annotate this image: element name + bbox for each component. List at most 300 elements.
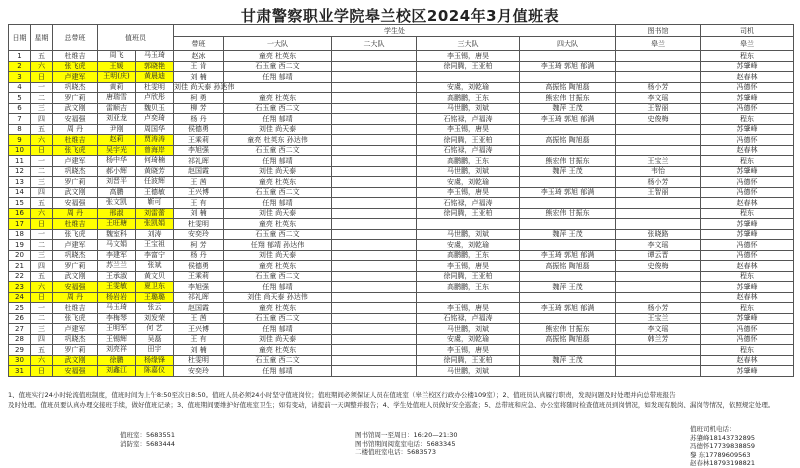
brigade1-cell: 童亮 杜英东 (224, 177, 332, 188)
chief-cell: 卢建军 (53, 72, 98, 83)
brigade4-cell (520, 51, 616, 62)
brigade3-cell: 徐同腾，王亚柏 (417, 135, 520, 146)
library-cell (616, 282, 701, 293)
leader-cell: 安奕玲 (174, 229, 224, 240)
weekday-cell: 四 (31, 187, 53, 198)
weekday-cell: 六 (31, 61, 53, 72)
table-row (9, 114, 794, 125)
header-library-sub: 皋兰 (616, 37, 701, 51)
staff-name-2: 王宝祖 (144, 240, 165, 248)
driver-cell: 苏肇峰 (701, 124, 794, 135)
leader-cell: 侯德勇 (174, 124, 224, 135)
note-line-1: 1、值班实行24小时轮流值班制度，值班时间为上午8:50至次日8:50。值班人员必须24小时坚守值班岗位；值班期间必须保证人员在值班室（皋兰校区行政办公楼109室）；2、值班员认真履行职责，发现问题及时处理并向总带班报告 (8, 391, 676, 399)
brigade3-cell: 高鹏鹏，王东 (417, 156, 520, 167)
leader-cell: 杨 丹 (174, 114, 224, 125)
leader-cell: 王 有 (174, 334, 224, 345)
leader-cell: 李旭强 (174, 145, 224, 156)
weekday-cell: 四 (31, 114, 53, 125)
header-leader: 带班 (174, 37, 224, 51)
table-row (9, 198, 794, 209)
date-cell: 25 (9, 303, 31, 314)
brigade1-cell: 石玉童 西二文 (224, 313, 332, 324)
library-cell: 史俊梅 (616, 114, 701, 125)
brigade4-cell: 李玉琦 郭旭 郁满 (520, 303, 616, 314)
brigade2-cell (332, 124, 417, 135)
driver-cell: 程东 (701, 208, 794, 219)
brigade3-cell: 徐同腾，王亚柏 (417, 208, 520, 219)
staff-name-1: 马玉琦 (98, 303, 136, 313)
staff-name-1: 张文凯 (98, 198, 136, 208)
table-row (9, 51, 794, 62)
duty-phone-label: 二楼值班室电话： (355, 448, 407, 456)
staff-cell-1 (98, 198, 174, 209)
staff-name-2: 郭晓艳 (136, 62, 173, 72)
staff-cell-1 (98, 271, 174, 282)
brigade4-cell: 熊宏伟 甘振东 (520, 208, 616, 219)
library-cell: 王宝兰 (616, 156, 701, 167)
chief-cell: 卢建军 (53, 324, 98, 335)
brigade2-cell (332, 166, 417, 177)
brigade1-cell: 刘佳 尚天泰 孙达伟 (224, 292, 332, 303)
brigade1-cell: 童亮 杜英东 (224, 51, 332, 62)
brigade1-cell: 刘佳 尚天泰 (224, 124, 332, 135)
leader-cell: 赵国霞 (174, 166, 224, 177)
brigade2-cell (332, 271, 417, 282)
brigade2-cell (332, 114, 417, 125)
date-cell: 11 (9, 156, 31, 167)
library-cell: 王宝兰 (616, 313, 701, 324)
brigade1-cell: 刘佳 尚天泰 (224, 250, 332, 261)
chief-cell: 罗广莉 (53, 345, 98, 356)
staff-cell-1 (98, 135, 174, 146)
staff-name-2: 靳可 (147, 198, 162, 206)
weekday-cell: 二 (31, 93, 53, 104)
brigade2-cell (332, 303, 417, 314)
driver-cell: 程东 (701, 345, 794, 356)
brigade3-cell: 马世鹏，刘斌 (417, 324, 520, 335)
brigade2-cell (332, 334, 417, 345)
staff-name-2: 马玉琦 (144, 51, 165, 59)
brigade4-cell: 熊宏伟 甘振东 (520, 324, 616, 335)
staff-name-1: 王锡辉 (98, 335, 136, 345)
brigade1-cell: 石玉童 西二文 (224, 145, 332, 156)
staff-cell-1 (98, 240, 174, 251)
driver-cell: 苏肇峰 (701, 313, 794, 324)
driver-cell: 苏肇峰 (701, 166, 794, 177)
staff-name-1: 尹刚 (98, 125, 136, 135)
chief-cell: 武文刚 (53, 355, 98, 366)
header-library: 图书馆 (616, 25, 701, 37)
leader-cell: 赵国霞 (174, 303, 224, 314)
notes-section (8, 390, 793, 410)
brigade4-cell (520, 198, 616, 209)
driver-phone: 黎 东17789609563 (690, 450, 751, 459)
staff-cell-1 (98, 208, 174, 219)
brigade3-cell: 马世鹏，刘斌 (417, 166, 520, 177)
weekday-cell: 五 (31, 345, 53, 356)
library-cell (616, 124, 701, 135)
staff-name-2: 刘雷蕾 (136, 209, 173, 219)
staff-name-2: 刘发荣 (144, 313, 165, 322)
staff-name-2: 黄晓芳 (144, 166, 165, 175)
staff-cell-1 (98, 124, 174, 135)
weekday-cell: 日 (31, 292, 53, 303)
library-cell: 谭云晋 (616, 250, 701, 261)
brigade1-cell: 任翔 郁靖 (224, 324, 332, 335)
table-header-row-1 (9, 25, 794, 37)
library-cell (616, 271, 701, 282)
driver-cell: 冯德怀 (701, 240, 794, 251)
library-room-number: 5683345 (426, 439, 456, 448)
brigade1-cell: 任翔 郁靖 孙达伟 (224, 240, 332, 251)
weekday-cell: 四 (31, 261, 53, 272)
brigade2-cell (332, 82, 417, 93)
staff-name-1: 吴宇光 (98, 146, 136, 156)
staff-name-2: 张凯娟 (136, 219, 173, 229)
staff-name-2: 卢欣彤 (144, 93, 165, 101)
brigade2-cell (332, 355, 417, 366)
staff-cell-1 (98, 103, 174, 114)
staff-cell-1 (98, 250, 174, 261)
brigade1-cell: 刘佳 尚天泰 (224, 334, 332, 345)
leader-cell: 柯 勇 (174, 93, 224, 104)
header-staff: 值班员 (98, 25, 174, 51)
chief-cell: 卢建军 (53, 156, 98, 167)
leader-cell: 柯 芳 (174, 240, 224, 251)
brigade2-cell (332, 313, 417, 324)
brigade4-cell (520, 292, 616, 303)
brigade2-cell (332, 292, 417, 303)
weekday-cell: 三 (31, 250, 53, 261)
brigade4-cell: 魏萍 王茂 (520, 166, 616, 177)
date-cell: 5 (9, 93, 31, 104)
chief-cell: 安福强 (53, 366, 98, 377)
staff-name-2: 张斌 (147, 261, 162, 269)
brigade4-cell (520, 271, 616, 282)
brigade2-cell (332, 103, 417, 114)
brigade1-cell: 石玉童 西二文 (224, 355, 332, 366)
date-cell: 15 (9, 198, 31, 209)
library-cell: 杨小芳 (616, 303, 701, 314)
weekday-cell: 三 (31, 324, 53, 335)
staff-cell-1 (98, 177, 174, 188)
driver-phones-title: 值班司机电话： (690, 425, 736, 433)
table-row (9, 303, 794, 314)
brigade1-cell: 任翔 郁靖 (224, 72, 332, 83)
library-cell: 李文瑶 (616, 324, 701, 335)
date-cell: 18 (9, 229, 31, 240)
leader-cell: 刘 楠 (174, 345, 224, 356)
header-driver-sub: 皋兰 (701, 37, 794, 51)
driver-cell: 赵春林 (701, 198, 794, 209)
brigade4-cell: 魏萍 王茂 (520, 103, 616, 114)
brigade3-cell: 石铭禄，卢福涛 (417, 114, 520, 125)
brigade2-cell (332, 261, 417, 272)
table-row (9, 124, 794, 135)
table-row (9, 313, 794, 324)
brigade2-cell (332, 282, 417, 293)
weekday-cell: 四 (31, 334, 53, 345)
date-cell: 27 (9, 324, 31, 335)
brigade4-cell: 魏萍 王茂 (520, 355, 616, 366)
brigade4-cell: 高振铭 陶旭磊 (520, 261, 616, 272)
leader-cell: 祁礼晖 (174, 292, 224, 303)
library-cell: 王智丽 (616, 103, 701, 114)
date-cell: 1 (9, 51, 31, 62)
weekday-cell: 三 (31, 177, 53, 188)
brigade2-cell (332, 93, 417, 104)
chief-cell: 罗广莉 (53, 261, 98, 272)
staff-name-1: 黄莉 (98, 83, 136, 93)
table-row (9, 93, 794, 104)
table-row (9, 250, 794, 261)
staff-cell-1 (98, 51, 174, 62)
date-cell: 17 (9, 219, 31, 230)
driver-cell: 赵春林 (701, 72, 794, 83)
brigade3-cell: 马世鹏，刘斌 (417, 229, 520, 240)
brigade2-cell (332, 145, 417, 156)
brigade3-cell: 徐同腾，王亚柏 (417, 355, 520, 366)
staff-name-1: 杨中华 (98, 156, 136, 166)
leader-cell: 王 茜 (174, 177, 224, 188)
date-cell: 28 (9, 334, 31, 345)
table-row (9, 156, 794, 167)
duty-room-phone (120, 431, 175, 440)
phone-block-center (355, 431, 457, 457)
staff-cell-1 (98, 345, 174, 356)
library-cell (616, 208, 701, 219)
brigade1-cell: 童亮 杜英东 (224, 303, 332, 314)
leader-cell: 王兴博 (174, 324, 224, 335)
brigade1-cell: 童亮 杜英东 (224, 261, 332, 272)
chief-cell: 武文刚 (53, 271, 98, 282)
library-hours-label: 图书馆周一至周日： (355, 431, 414, 439)
brigade3-cell: 高鹏鹏，王东 (417, 250, 520, 261)
brigade1-cell: 任翔 郁靖 (224, 366, 332, 377)
header-brigade2: 二大队 (332, 37, 417, 51)
table-row (9, 282, 794, 293)
brigade4-cell (520, 177, 616, 188)
brigade1-cell: 任翔 郁靖 (224, 156, 332, 167)
weekday-cell: 日 (31, 145, 53, 156)
date-cell: 16 (9, 208, 31, 219)
brigade4-cell (520, 313, 616, 324)
driver-cell: 程东 (701, 303, 794, 314)
brigade3-cell: 李玉锡，唐昊 (417, 124, 520, 135)
staff-cell-1 (98, 187, 174, 198)
brigade1-cell: 任翔 郁靖 (224, 114, 332, 125)
weekday-cell: 二 (31, 240, 53, 251)
staff-cell-1 (98, 61, 174, 72)
brigade4-cell: 李玉琦 郭旭 郁满 (520, 187, 616, 198)
weekday-cell: 日 (31, 72, 53, 83)
staff-name-2: 任波辉 (144, 177, 165, 185)
header-brigade1: 一大队 (224, 37, 332, 51)
staff-name-1: 杨岩岩 (98, 293, 136, 303)
brigade2-cell (332, 198, 417, 209)
driver-cell: 程东 (701, 51, 794, 62)
driver-cell: 苏肇峰 (701, 61, 794, 72)
chief-cell: 武文刚 (53, 103, 98, 114)
date-cell: 7 (9, 114, 31, 125)
weekday-cell: 日 (31, 366, 53, 377)
staff-name-2: 杨缘锋 (136, 356, 173, 366)
brigade2-cell (332, 208, 417, 219)
driver-cell: 冯德怀 (701, 177, 794, 188)
leader-cell: 李旭强 (174, 282, 224, 293)
brigade1-cell: 刘佳 尚天泰 (224, 166, 332, 177)
table-row (9, 82, 794, 93)
library-cell: 张晓路 (616, 229, 701, 240)
weekday-cell: 三 (31, 103, 53, 114)
chief-cell: 周 丹 (53, 124, 98, 135)
date-cell: 4 (9, 82, 31, 93)
staff-name-1: 邢淑 (98, 209, 136, 219)
staff-cell-1 (98, 82, 174, 93)
chief-cell: 安福强 (53, 114, 98, 125)
staff-cell-1 (98, 292, 174, 303)
staff-cell-1 (98, 229, 174, 240)
chief-cell: 巩晓杰 (53, 166, 98, 177)
library-cell (616, 145, 701, 156)
brigade3-cell: 马世鹏，刘斌 (417, 366, 520, 377)
chief-cell: 张飞虎 (53, 229, 98, 240)
leader-cell: 祁礼晖 (174, 156, 224, 167)
weekday-cell: 五 (31, 51, 53, 62)
brigade1-cell: 石玉童 西二文 (224, 229, 332, 240)
weekday-cell: 五 (31, 124, 53, 135)
date-cell: 13 (9, 177, 31, 188)
weekday-cell: 六 (31, 282, 53, 293)
staff-name-2: 张云 (147, 303, 162, 311)
date-cell: 30 (9, 355, 31, 366)
leader-cell: 王 茜 (174, 313, 224, 324)
brigade1-cell: 任翔 郁靖 (224, 282, 332, 293)
note-line-2: 及时处理。值班员要认真办理交接班手续，做好值班记录；3、值班期间要维护好值班室卫生；如有变动，请提前一天调整并报告；4、学生处值班人员做好安全巡查；5、总带班和应急、办公室将随时检查值班员到岗情况，如发现有脱岗、漏岗等情况，依照规定处理。 (8, 401, 775, 409)
brigade4-cell: 李玉琦 郭旭 郁满 (520, 250, 616, 261)
date-cell: 3 (9, 72, 31, 83)
chief-cell: 罗广莉 (53, 177, 98, 188)
staff-cell-1 (98, 355, 174, 366)
chief-cell: 周 丹 (53, 208, 98, 219)
staff-name-2: 刘涛 (147, 229, 162, 238)
brigade4-cell (520, 72, 616, 83)
table-row (9, 219, 794, 230)
brigade3-cell: 安虞，刘乾瑜 (417, 177, 520, 188)
brigade3-cell: 徐同腾，王亚柏 (417, 61, 520, 72)
table-row (9, 187, 794, 198)
header-date: 日期 (9, 25, 31, 51)
table-row (9, 103, 794, 114)
brigade4-cell: 熊宏伟 甘振东 (520, 93, 616, 104)
brigade4-cell (520, 219, 616, 230)
library-cell: 韦怡 (616, 166, 701, 177)
table-row (9, 334, 794, 345)
weekday-cell: 五 (31, 271, 53, 282)
leader-cell: 杜雯明 (174, 355, 224, 366)
leader-cell: 王乘莉 (174, 135, 224, 146)
brigade4-cell: 魏萍 王茂 (520, 229, 616, 240)
chief-cell: 巩晓杰 (53, 334, 98, 345)
leader-cell: 王 肯 (174, 61, 224, 72)
weekday-cell: 五 (31, 198, 53, 209)
date-cell: 23 (9, 282, 31, 293)
brigade2-cell (332, 219, 417, 230)
staff-cell-1 (98, 282, 174, 293)
brigade3-cell: 石铭禄，卢福涛 (417, 198, 520, 209)
staff-name-1: 李梅琴 (98, 314, 136, 324)
brigade1-cell: 童亮 杜英东 (224, 93, 332, 104)
date-cell: 10 (9, 145, 31, 156)
staff-name-2: 曾海岸 (136, 146, 173, 156)
weekday-cell: 日 (31, 219, 53, 230)
table-row (9, 61, 794, 72)
date-cell: 8 (9, 124, 31, 135)
staff-name-2: 田宇 (147, 345, 162, 353)
library-cell (616, 72, 701, 83)
brigade3-cell: 高鹏鹏，王东 (417, 93, 520, 104)
date-cell: 19 (9, 240, 31, 251)
staff-name-1: 刘晋平 (98, 177, 136, 187)
brigade4-cell: 熊宏伟 甘振东 (520, 156, 616, 167)
weekday-cell: 六 (31, 355, 53, 366)
driver-cell: 冯德怀 (701, 103, 794, 114)
brigade2-cell (332, 135, 417, 146)
chief-cell: 杜维吉 (53, 219, 98, 230)
brigade3-cell: 李玉锡，唐昊 (417, 261, 520, 272)
brigade3-cell: 安虞，刘乾瑜 (417, 240, 520, 251)
library-cell (616, 366, 701, 377)
library-cell: 杨小芳 (616, 177, 701, 188)
driver-cell: 冯德怀 (701, 135, 794, 146)
brigade3-cell: 李玉锡，唐昊 (417, 303, 520, 314)
date-cell: 6 (9, 103, 31, 114)
driver-cell: 苏肇峰 (701, 229, 794, 240)
library-cell: 李文瑶 (616, 93, 701, 104)
weekday-cell: 一 (31, 303, 53, 314)
header-brigade3: 三大队 (417, 37, 520, 51)
brigade3-cell: 石铭禄，卢福涛 (417, 313, 520, 324)
driver-phone: 苏肇峰18143732895 (690, 433, 755, 442)
chief-cell: 卢建军 (53, 240, 98, 251)
date-cell: 21 (9, 261, 31, 272)
staff-name-2: 王德敏 (144, 187, 165, 196)
weekday-cell: 二 (31, 166, 53, 177)
driver-cell: 冯德怀 (701, 82, 794, 93)
library-room-phone (355, 440, 457, 449)
staff-cell-1 (98, 166, 174, 177)
staff-name-1: 郝小辉 (98, 167, 136, 177)
duty-phone-number: 5683573 (407, 448, 436, 456)
brigade4-cell (520, 366, 616, 377)
table-row (9, 145, 794, 156)
leader-cell: 刘 楠 (174, 208, 224, 219)
chief-cell: 张飞虎 (53, 145, 98, 156)
duty-room-label: 值班室： (120, 431, 146, 439)
staff-name-2: 周国华 (144, 124, 165, 133)
brigade4-cell: 高振铭 陶旭磊 (520, 82, 616, 93)
staff-cell-1 (98, 114, 174, 125)
chief-cell: 巩晓杰 (53, 82, 98, 93)
weekday-cell: 二 (31, 313, 53, 324)
header-weekday: 星期 (31, 25, 53, 51)
driver-cell: 苏肇峰 (701, 219, 794, 230)
table-body (9, 51, 794, 377)
date-cell: 9 (9, 135, 31, 146)
staff-cell-1 (98, 93, 174, 104)
staff-name-1: 刘鑫江 (98, 366, 136, 376)
date-cell: 22 (9, 271, 31, 282)
